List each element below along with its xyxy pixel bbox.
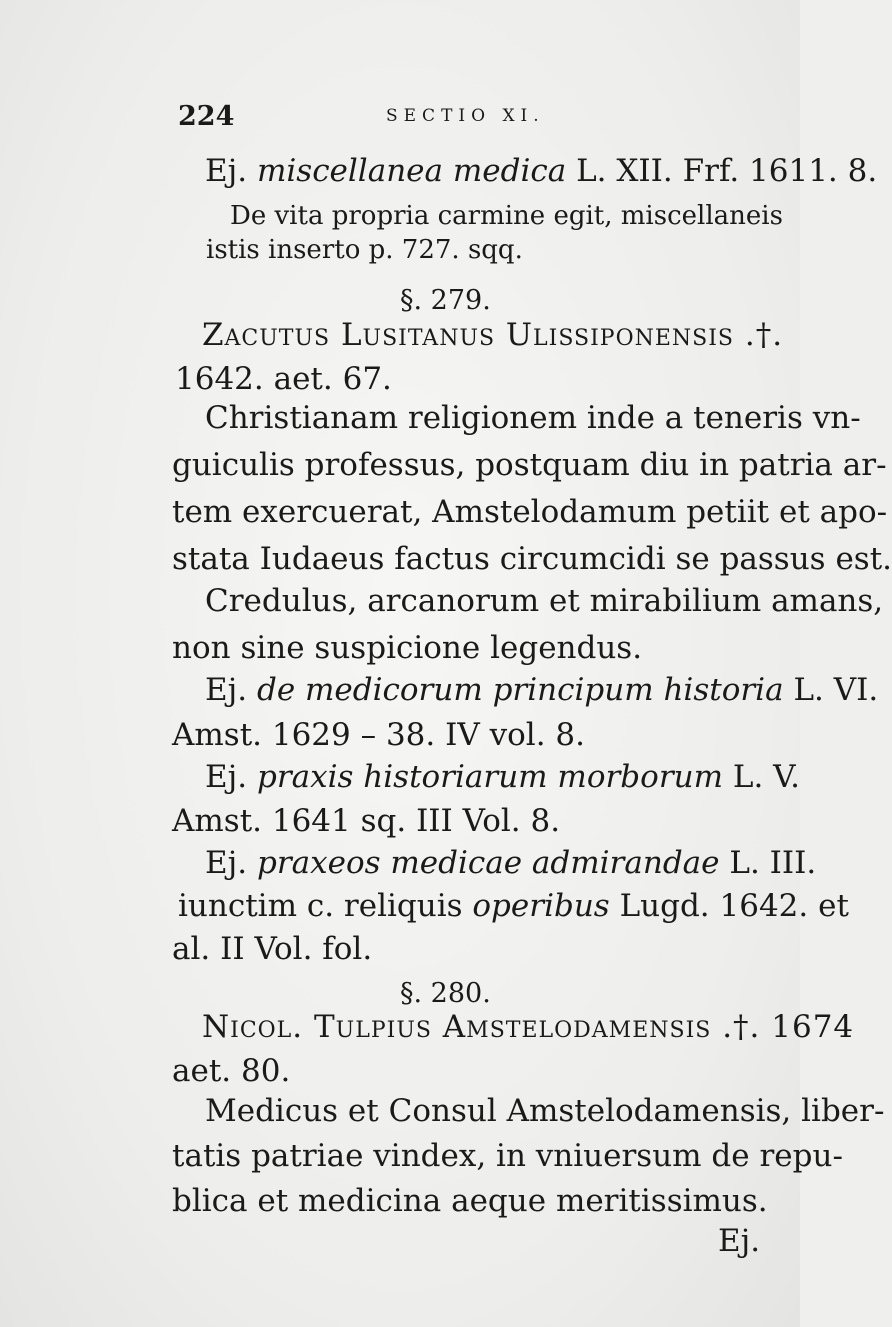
author-line: Nicol. Tulpius Amstelodamensis .†. 1674: [202, 1009, 855, 1045]
work-entry: [205, 845, 817, 881]
work-title: de medicorum principum historia: [256, 672, 784, 708]
work-lead: Ej.: [205, 845, 248, 881]
author-dates: 1642. aet. 67.: [175, 361, 392, 397]
work-lead: Ej.: [205, 759, 248, 795]
work-lead: Ej.: [205, 672, 248, 708]
work-imprint: Amst. 1629 – 38. IV vol. 8.: [172, 717, 585, 753]
note-line: istis inserto p. 727. sqq.: [206, 235, 523, 265]
paragraph-line: tem exercuerat, Amstelodamum petiit et apo-: [172, 494, 888, 530]
work-imprint: al. II Vol. fol.: [172, 931, 373, 967]
work-rest: L. V.: [732, 759, 800, 795]
entry-line: [205, 153, 878, 189]
section-heading: §. 280.: [400, 978, 491, 1009]
entry-rest: L. XII. Frf. 1611. 8.: [576, 153, 878, 189]
work-imprint: [178, 888, 849, 924]
work-title: praxeos medicae admirandae: [256, 845, 720, 881]
paragraph-line: Medicus et Consul Amstelodamensis, liber-: [205, 1093, 885, 1129]
work-imprint-italic: operibus: [472, 888, 610, 924]
paragraph-line: non sine suspicione legendus.: [172, 630, 643, 666]
work-title: praxis historiarum morborum: [256, 759, 723, 795]
work-rest: L. III.: [729, 845, 817, 881]
paragraph-line: blica et medicina aeque meritissimus.: [172, 1183, 768, 1219]
catchword: Ej.: [718, 1223, 761, 1259]
work-imprint-text: iunctim c. reliquis: [178, 888, 463, 924]
paragraph-line: guiculis professus, postquam diu in patria ar-: [172, 447, 887, 483]
section-heading: §. 279.: [400, 285, 491, 316]
work-entry: [205, 672, 879, 708]
entry-lead: Ej.: [205, 153, 248, 189]
work-rest: L. VI.: [793, 672, 879, 708]
paragraph-line: stata Iudaeus factus circumcidi se passus est.: [172, 541, 892, 577]
note-line: De vita propria carmine egit, miscellaneis: [230, 201, 783, 231]
author-line: Zacutus Lusitanus Ulissiponensis .†.: [202, 317, 784, 353]
paragraph-line: Christianam religionem inde a teneris vn-: [205, 400, 861, 436]
work-imprint-text: Lugd. 1642. et: [619, 888, 849, 924]
entry-title: miscellanea medica: [256, 153, 567, 189]
work-imprint: Amst. 1641 sq. III Vol. 8.: [172, 803, 561, 839]
paragraph-line: Credulus, arcanorum et mirabilium amans,: [205, 583, 884, 619]
author-dates: aet. 80.: [172, 1053, 291, 1089]
paragraph-line: tatis patriae vindex, in vniuersum de repu-: [172, 1138, 843, 1174]
page-number: 224: [178, 101, 235, 132]
work-entry: [205, 759, 800, 795]
running-head: SECTIO XI.: [386, 106, 545, 126]
